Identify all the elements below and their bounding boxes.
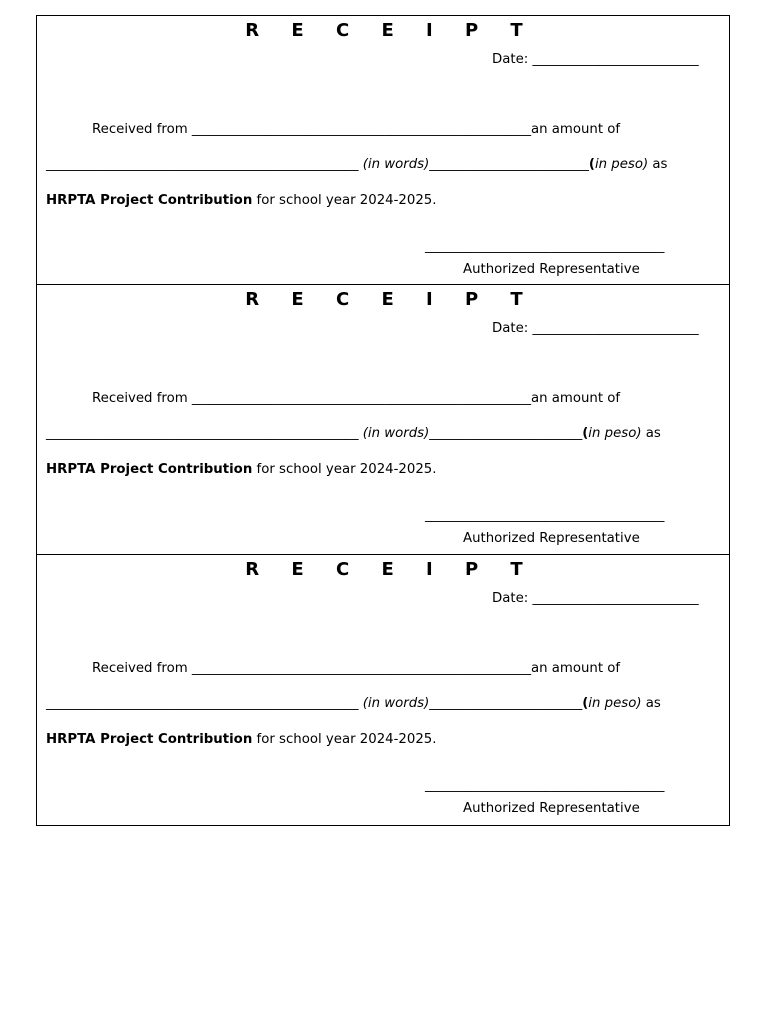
contribution-name: HRPTA Project Contribution: [46, 193, 253, 208]
in-words-label: (in words): [362, 426, 430, 441]
in-peso-label: in peso): [594, 157, 649, 172]
receipt-title: R E C E I P T: [245, 289, 536, 310]
in-words-label: (in words): [362, 696, 430, 711]
amount-peso-blank: _______________________: [429, 696, 583, 711]
signature-line: ____________________________________: [425, 508, 665, 523]
in-peso-label: in peso): [588, 696, 642, 711]
signature-line: ____________________________________: [425, 778, 665, 793]
as-text: as: [641, 426, 661, 441]
signature-label: Authorized Representative: [463, 801, 640, 816]
peso-open-paren: (: [582, 696, 589, 711]
amount-line: [46, 696, 661, 711]
amount-peso-blank: ________________________: [429, 157, 589, 172]
received-from-line: Received from ___________________________________________________an amount of: [92, 122, 621, 137]
school-year-text: for school year 2024-2025.: [252, 462, 437, 477]
amount-words-blank: _______________________________________________: [46, 696, 363, 711]
signature-label: Authorized Representative: [463, 531, 640, 546]
in-words-label: (in words): [362, 157, 430, 172]
amount-peso-blank: _______________________: [429, 426, 583, 441]
receipt-title: R E C E I P T: [245, 559, 536, 580]
receipt-title: R E C E I P T: [245, 20, 536, 41]
school-year-text: for school year 2024-2025.: [252, 732, 437, 747]
as-text: as: [648, 157, 668, 172]
amount-line: [46, 426, 661, 441]
school-year-text: for school year 2024-2025.: [252, 193, 437, 208]
peso-open-paren: (: [582, 426, 589, 441]
receipt-card: [36, 554, 730, 826]
receipt-card: [36, 15, 730, 285]
purpose-line: [46, 462, 437, 477]
purpose-line: [46, 732, 437, 747]
date-field: Date: _________________________: [492, 52, 699, 67]
date-field: Date: _________________________: [492, 321, 699, 336]
signature-label: Authorized Representative: [463, 262, 640, 277]
amount-line: [46, 157, 667, 172]
in-peso-label: in peso): [588, 426, 642, 441]
as-text: as: [641, 696, 661, 711]
amount-words-blank: _______________________________________________: [46, 426, 363, 441]
receipt-card: [36, 284, 730, 555]
peso-open-paren: (: [588, 157, 595, 172]
received-from-line: Received from ___________________________________________________an amount of: [92, 661, 621, 676]
amount-words-blank: _______________________________________________: [46, 157, 363, 172]
received-from-line: Received from ___________________________________________________an amount of: [92, 391, 621, 406]
date-field: Date: _________________________: [492, 591, 699, 606]
contribution-name: HRPTA Project Contribution: [46, 462, 253, 477]
purpose-line: [46, 193, 437, 208]
contribution-name: HRPTA Project Contribution: [46, 732, 253, 747]
signature-line: ____________________________________: [425, 239, 665, 254]
